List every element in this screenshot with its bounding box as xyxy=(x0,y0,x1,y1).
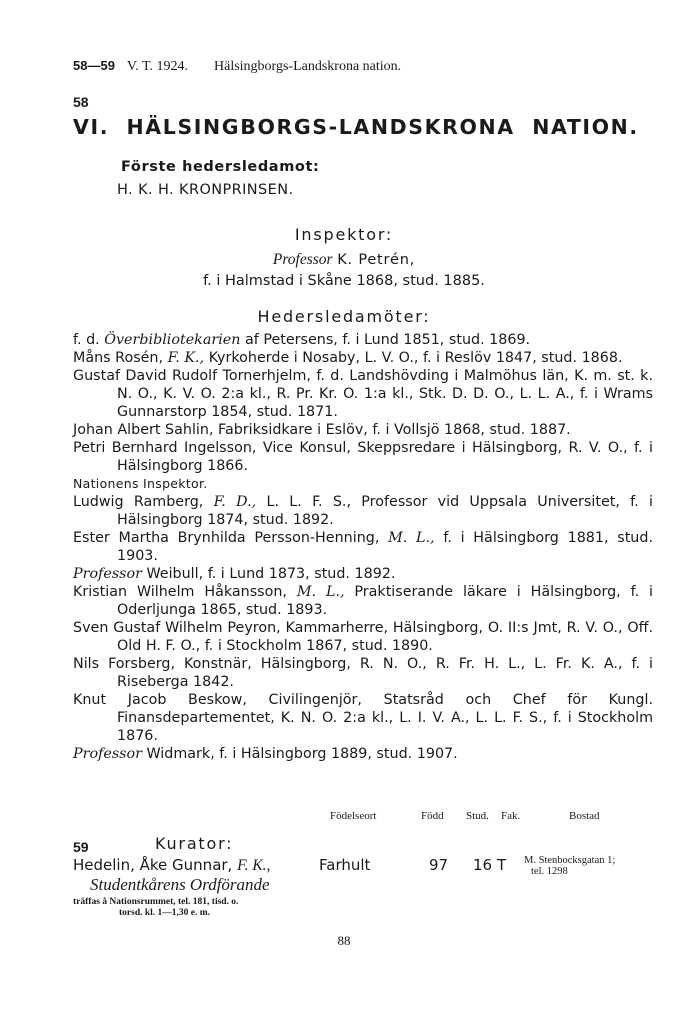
list-item: Ester Martha Brynhilda Persson-Henning, M. L., f. i Hälsingborg 1881, stud. 1903. xyxy=(73,530,653,564)
forste-label: Förste hedersledamot: xyxy=(121,159,320,175)
list-item: Professor Weibull, f. i Lund 1873, stud. 1892. xyxy=(73,566,396,582)
header-page-range: 58—59 xyxy=(73,58,115,73)
running-header xyxy=(73,57,401,75)
kurator-birthplace: Farhult xyxy=(319,856,371,874)
hedersledamoter-heading: Hedersledamöter: xyxy=(257,307,431,326)
kurator-role: Studentkårens Ordförande xyxy=(90,875,270,894)
header-volume: V. T. 1924. xyxy=(126,59,188,74)
kurator-fak: T xyxy=(497,856,507,874)
kurator-traffas-line1: träffas å Nationsrummet, tel. 181, tisd. o. xyxy=(73,897,239,907)
nationens-inspektor-label: Nationens Inspektor. xyxy=(73,476,208,491)
header-nation: Hälsingborgs-Landskrona nation. xyxy=(214,59,402,74)
inspektor-name: K. Petrén, xyxy=(337,252,416,268)
page-title: VI. HÄLSINGBORGS-LANDSKRONA NATION. xyxy=(73,115,639,139)
list-item: f. d. Överbibliotekarien af Petersens, f. i Lund 1851, stud. 1869. xyxy=(73,332,531,348)
kurator-stud: 16 xyxy=(473,856,493,874)
forste-name: H. K. H. KRONPRINSEN. xyxy=(117,182,294,198)
kurator-name-line xyxy=(73,856,270,875)
list-item: Professor Widmark, f. i Hälsingborg 1889, stud. 1907. xyxy=(73,746,458,762)
inspektor-line xyxy=(0,251,688,269)
list-item: Gustaf David Rudolf Tornerhjelm, f. d. Landshövding i Malmöhus län, K. m. st. k. N. O., K. V. O. 2:a kl., R. Pr. Kr. O. 1:a kl., Stk. D. D. O., L. L. A., f. i Wrams Gunnarstorp 1854, stud. 1871. xyxy=(73,368,653,420)
list-item: Johan Albert Sahlin, Fabriksidkare i Eslöv, f. i Vollsjö 1868, stud. 1887. xyxy=(73,422,571,438)
list-item: Måns Rosén, F. K., Kyrkoherde i Nosaby, L. V. O., f. i Reslöv 1847, stud. 1868. xyxy=(73,350,623,366)
kurator-born: 97 xyxy=(429,856,449,874)
column-header-fodd: Född xyxy=(421,810,444,822)
list-item: Petri Bernhard Ingelsson, Vice Konsul, Skeppsredare i Hälsingborg, R. V. O., f. i Hälsingborg 1866. xyxy=(73,440,653,474)
inspektor-details: f. i Halmstad i Skåne 1868, stud. 1885. xyxy=(203,273,485,289)
list-item: Ludwig Ramberg, F. D., L. L. F. S., Professor vid Uppsala Universitet, f. i Hälsingborg 1874, stud. 1892. xyxy=(73,494,653,528)
page-number: 88 xyxy=(337,933,351,948)
list-item: Knut Jacob Beskow, Civilingenjör, Statsråd och Chef för Kungl. Finansdepartementet, K. N. O. 2:a kl., L. I. V. A., L. L. F. S., f. i Stockholm 1876. xyxy=(73,692,653,744)
kurator-bostad xyxy=(524,855,615,877)
kurator-traffas-line2: torsd. kl. 1—1,30 e. m. xyxy=(119,908,211,918)
list-item: Sven Gustaf Wilhelm Peyron, Kammarherre, Hälsingborg, O. II:s Jmt, R. V. O., Off. Old H. F. O., f. i Stockholm 1867, stud. 1890. xyxy=(73,620,653,654)
column-header-fak: Fak. xyxy=(501,810,521,822)
list-item: Nils Forsberg, Konstnär, Hälsingborg, R. N. O., R. Fr. H. L., L. Fr. K. A., f. i Riseberga 1842. xyxy=(73,656,653,690)
column-header-stud: Stud. xyxy=(466,810,489,822)
kurator-bostad-line2: tel. 1298 xyxy=(531,866,568,877)
kurator-number: 59 xyxy=(73,839,89,855)
section-number: 58 xyxy=(73,94,89,110)
column-header-bostad: Bostad xyxy=(569,810,600,822)
inspektor-heading: Inspektor: xyxy=(294,225,394,244)
column-header-fodelseort: Födelseort xyxy=(330,810,377,822)
hedersledamoter-list xyxy=(73,331,653,763)
kurator-bostad-line1: M. Stenbocksgatan 1; xyxy=(524,855,616,866)
list-item: Kristian Wilhelm Håkansson, M. L., Praktiserande läkare i Hälsingborg, f. i Oderljunga 1865, stud. 1893. xyxy=(73,584,653,618)
inspektor-title: Professor xyxy=(272,251,333,268)
kurator-degree: F. K., xyxy=(237,857,271,874)
kurator-name: Hedelin, Åke Gunnar, xyxy=(73,856,238,874)
kurator-heading: Kurator: xyxy=(155,834,234,853)
